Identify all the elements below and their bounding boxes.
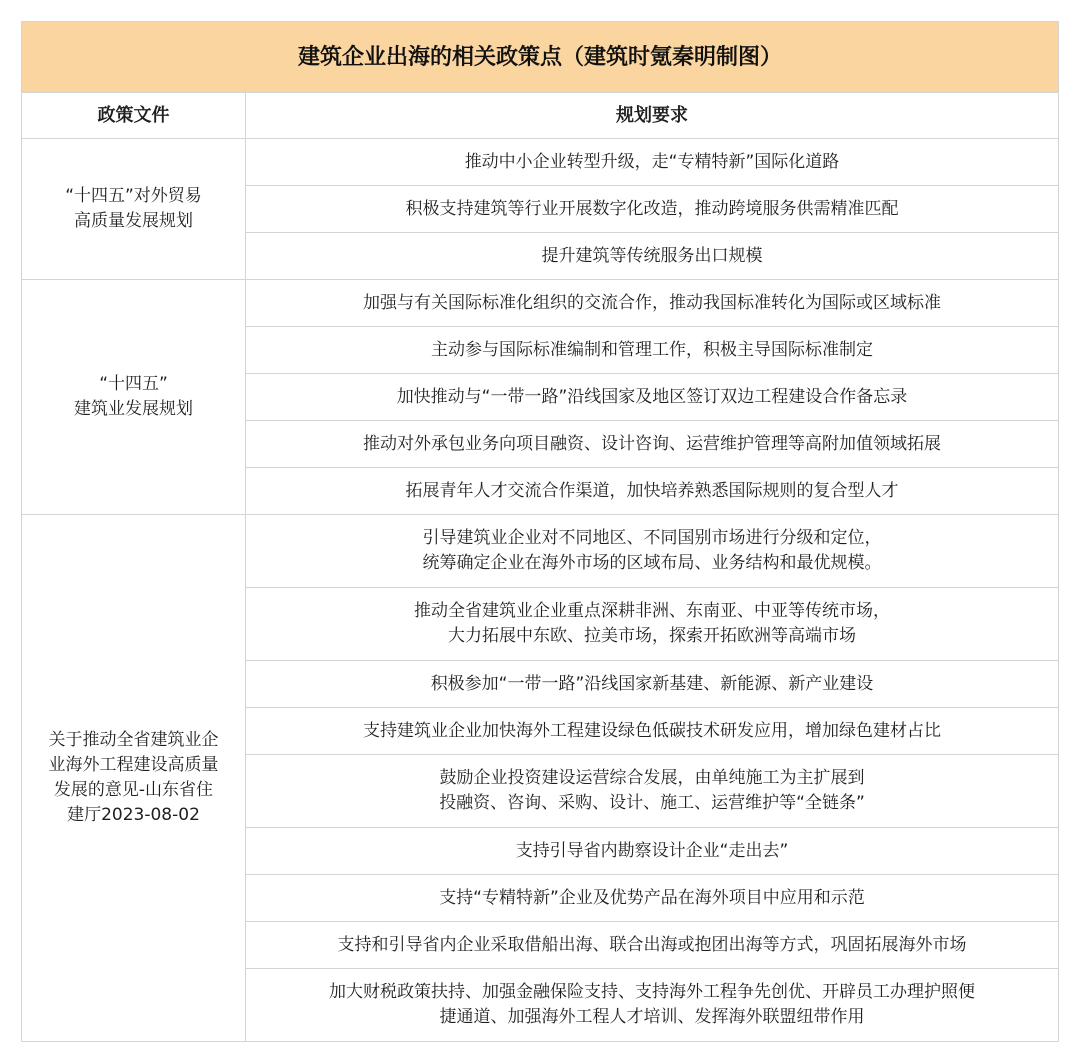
- requirement-line: 积极参加“一带一路”沿线国家新基建、新能源、新产业建设: [430, 673, 874, 694]
- requirement-cell: [246, 468, 1059, 515]
- requirement-line: 主动参与国际标准编制和管理工作，积极主导国际标准制定: [431, 339, 873, 360]
- requirement-line: 引导建筑业企业对不同地区、不同国别市场进行分级和定位，: [422, 528, 882, 548]
- requirement-line: 大力拓展中东欧、拉美市场，探索开拓欧洲等高端市场: [448, 626, 856, 646]
- requirement-line: 加强与有关国际标准化组织的交流合作，推动我国标准转化为国际或区域标准: [363, 292, 941, 313]
- requirement-line: 推动中小企业转型升级，走“专精特新”国际化道路: [464, 151, 840, 172]
- requirement-cell: [246, 828, 1059, 875]
- requirement-cell: [246, 588, 1059, 661]
- requirement-cell: [246, 139, 1059, 186]
- requirement-cell: [246, 186, 1059, 233]
- requirement-cell: [246, 515, 1059, 588]
- policy-doc-line: 高质量发展规划: [74, 211, 193, 231]
- requirement-line: 加快推动与“一带一路”沿线国家及地区签订双边工程建设合作备忘录: [396, 386, 908, 407]
- requirement-line: 支持建筑业企业加快海外工程建设绿色低碳技术研发应用，增加绿色建材占比: [363, 720, 941, 741]
- column-header-doc: 政策文件: [22, 93, 246, 139]
- requirement-cell: [246, 875, 1059, 922]
- policy-doc-line: “十四五”对外贸易: [65, 186, 202, 206]
- policy-doc-line: 关于推动全省建筑业企: [48, 730, 219, 750]
- column-header-req: 规划要求: [246, 93, 1059, 139]
- requirement-cell: [246, 374, 1059, 421]
- policy-doc-line: 建厅2023-08-02: [67, 805, 200, 825]
- policy-doc-line: 建筑业发展规划: [74, 399, 193, 419]
- requirement-line: 支持引导省内勘察设计企业“走出去”: [515, 840, 789, 861]
- requirement-line: 捷通道、加强海外工程人才培训、发挥海外联盟纽带作用: [439, 1007, 865, 1027]
- requirement-line: 鼓励企业投资建设运营综合发展，由单纯施工为主扩展到: [439, 768, 865, 788]
- requirement-line: 推动对外承包业务向项目融资、设计咨询、运营维护管理等高附加值领域拓展: [363, 433, 941, 454]
- policy-doc-cell: [22, 280, 246, 515]
- requirement-line: 拓展青年人才交流合作渠道，加快培养熟悉国际规则的复合型人才: [405, 480, 899, 501]
- requirement-line: 支持和引导省内企业采取借船出海、联合出海或抱团出海等方式，巩固拓展海外市场: [337, 934, 967, 955]
- policy-doc-line: 业海外工程建设高质量: [48, 755, 219, 775]
- table-title: 建筑企业出海的相关政策点（建筑时氪秦明制图）: [22, 22, 1059, 93]
- requirement-cell: [246, 708, 1059, 755]
- requirement-line: 积极支持建筑等行业开展数字化改造，推动跨境服务供需精准匹配: [405, 198, 899, 219]
- requirement-cell: [246, 969, 1059, 1042]
- requirement-cell: [246, 922, 1059, 969]
- requirement-cell: [246, 755, 1059, 828]
- requirement-cell: [246, 280, 1059, 327]
- policy-table-container: [21, 21, 1059, 1042]
- requirement-line: 投融资、咨询、采购、设计、施工、运营维护等“全链条”: [439, 793, 865, 813]
- requirement-cell: [246, 233, 1059, 280]
- policy-table: [21, 21, 1059, 1042]
- requirement-line: 加大财税政策扶持、加强金融保险支持、支持海外工程争先创优、开辟员工办理护照便: [329, 982, 975, 1002]
- policy-doc-line: “十四五”: [99, 374, 168, 394]
- requirement-line: 统筹确定企业在海外市场的区域布局、业务结构和最优规模。: [422, 553, 882, 573]
- requirement-cell: [246, 327, 1059, 374]
- policy-doc-cell: [22, 139, 246, 280]
- policy-doc-cell: [22, 515, 246, 1042]
- requirement-line: 推动全省建筑业企业重点深耕非洲、东南亚、中亚等传统市场，: [414, 601, 890, 621]
- policy-doc-line: 发展的意见-山东省住: [53, 780, 214, 800]
- requirement-cell: [246, 421, 1059, 468]
- requirement-line: 支持“专精特新”企业及优势产品在海外项目中应用和示范: [439, 887, 865, 908]
- requirement-line: 提升建筑等传统服务出口规模: [541, 245, 763, 266]
- requirement-cell: [246, 661, 1059, 708]
